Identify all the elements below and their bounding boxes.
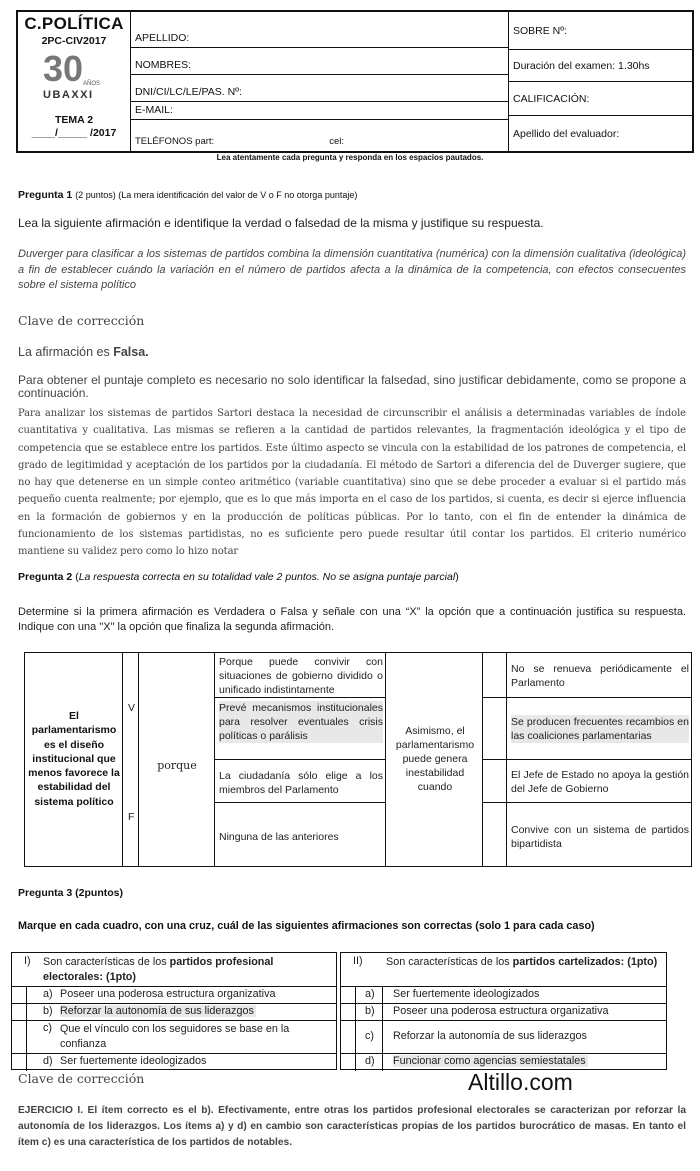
date-field[interactable]: ____/_____ /2017 bbox=[31, 127, 117, 139]
mark-box[interactable] bbox=[26, 987, 27, 1004]
q3-right-heading bbox=[386, 955, 664, 970]
ubaxxi-30-logo bbox=[39, 49, 109, 101]
q3-left-table bbox=[11, 952, 337, 1070]
q1-answer bbox=[18, 345, 149, 359]
item-text: Ser fuertemente ideologizados bbox=[393, 988, 540, 1000]
logo-name: UBAXXI bbox=[43, 89, 94, 101]
q3-right-head-pre: Son características de los bbox=[386, 956, 513, 968]
q3-left-head-pre: Son características de los bbox=[43, 956, 170, 968]
v-option[interactable]: V bbox=[128, 702, 136, 714]
item-text: Poseer una poderosa estructura organizativa bbox=[60, 988, 276, 1000]
duracion-label: Duración del examen: 1.30hs bbox=[509, 50, 692, 82]
header-logo-block bbox=[18, 12, 131, 151]
col-divider bbox=[123, 653, 139, 866]
course-title: C.POLÍTICA bbox=[24, 14, 124, 33]
right-option-4[interactable]: Convive con un sistema de partidos bipartidista bbox=[511, 824, 689, 850]
q3-title: Pregunta 3 (2puntos) bbox=[18, 887, 124, 899]
item-text: Poseer una poderosa estructura organizativa bbox=[393, 1005, 609, 1017]
left-option-3[interactable]: La ciudadanía sólo elige a los miembros del Parlamento bbox=[219, 770, 383, 796]
mark-box[interactable] bbox=[26, 1004, 27, 1021]
q2-title-line: Pregunta 2 (La respuesta correcta en su totalidad vale 2 puntos. No se asigna puntaje parcial) bbox=[18, 571, 459, 583]
left-option-1[interactable]: Porque puede convivir con situaciones de gobierno dividido o unificado indistintamente bbox=[219, 656, 383, 696]
q1-explain-body: Para analizar los sistemas de partidos Sartori destaca la necesidad de circunscribir el análisis a determinadas variables de índole cuantitativa y cualitativa. Las mismas se refieren a la cantidad de partidos relevantes, la fragmentación ideológica y el tipo de competencia que se establece entre los partidos. Este último aspecto se vincula con la estabilidad de los patrones de competencia, el grado de legitimidad y aceptación de los partidos por la ciudadanía. El método de Sartori a diferencia del de Duverger sugiere, que no hay que detenerse en un simple conteo aritmético (variable cuantitativa) sino que se debe proceder a evaluar si el partido más pequeño cuenta realmente; por ejemplo, que es lo que más importa en el caso de los partidos, si cuenta, es decir si ejerce influencia en la formación de gobiernos y en la producción de políticas públicas. Por lo tanto, con el fin de entender la dinámica de funcionamiento de los sistemas partidistas, no es suficiente pero puede resultar útil contar los partidos. El criterio numérico mantiene su validez pero como lo hizo notar bbox=[18, 408, 686, 558]
item-letter: c) bbox=[365, 1030, 374, 1042]
telefonos-field[interactable] bbox=[131, 120, 508, 150]
item-letter: a) bbox=[365, 988, 375, 1000]
tema-label: TEMA 2 bbox=[54, 114, 94, 126]
item-text: Ser fuertemente ideologizados bbox=[60, 1055, 207, 1067]
left-option-4[interactable]: Ninguna de las anteriores bbox=[219, 831, 339, 843]
q1-answer-value: Falsa. bbox=[113, 345, 149, 359]
telefonos-label: TELÉFONOS part: bbox=[135, 136, 215, 147]
calificacion-field[interactable]: CALIFICACIÓN: bbox=[509, 82, 692, 116]
q3-right-item-a[interactable] bbox=[341, 987, 666, 1004]
q3-right-item-c[interactable] bbox=[341, 1021, 666, 1054]
right-option-3[interactable]: El Jefe de Estado no apoya la gestión del Jefe de Gobierno bbox=[511, 769, 689, 795]
q2-table bbox=[24, 652, 692, 867]
q3-right-num: II) bbox=[353, 955, 363, 967]
q3-right-item-b[interactable] bbox=[341, 1004, 666, 1021]
watermark-text: Altillo.com bbox=[468, 1069, 573, 1095]
q3-left-item-a[interactable] bbox=[12, 987, 336, 1004]
sobre-field[interactable]: SOBRE Nº: bbox=[509, 12, 692, 50]
q3-clave-heading: Clave de corrección bbox=[18, 1071, 145, 1086]
q3-left-item-b[interactable] bbox=[12, 1004, 336, 1021]
q1-answer-prefix: La afirmación es bbox=[18, 345, 114, 359]
q3-instruction: Marque en cada cuadro, con una cruz, cuál de las siguientes afirmaciones son correctas (solo 1 para cada caso) bbox=[18, 920, 595, 932]
q3-ejercicio-explanation: EJERCICIO I. El ítem correcto es el b). Efectivamente, entre otras los partidos profesional electorales se caracterizan por reforzar la autonomía de los liderazgos. Los ítems a) y d) en cambio son características propias de los partidos burocrático de masas. En tanto el ítem c) es una característica de los partidos de notables. bbox=[18, 1105, 686, 1148]
item-letter: b) bbox=[43, 1005, 53, 1017]
q3-right-head-bold: partidos cartelizados bbox=[512, 956, 621, 968]
q2-middle-statement: Asimismo, el parlamentarismo puede genera inestabilidad cuando bbox=[395, 725, 475, 793]
right-option-2[interactable]: Se producen frecuentes recambios en las coaliciones parlamentarias bbox=[511, 716, 689, 742]
q3-right-head-post: : (1pto) bbox=[620, 956, 658, 968]
mark-box[interactable] bbox=[26, 1054, 27, 1071]
q3-left-item-c[interactable] bbox=[12, 1021, 336, 1054]
logo-number: 30 bbox=[43, 49, 84, 89]
item-text: Reforzar la autonomía de sus liderazgos bbox=[393, 1030, 587, 1042]
q3-left-header bbox=[12, 953, 336, 987]
q2-statement: El parlamentarismo es el diseño institucional que menos favorece la estabilidad del sistema político bbox=[28, 710, 120, 808]
logo-anios: AÑOS bbox=[83, 81, 101, 87]
dni-field[interactable]: DNI/CI/LC/LE/PAS. Nº: bbox=[131, 75, 508, 102]
item-letter: d) bbox=[365, 1055, 375, 1067]
left-option-2[interactable]: Prevé mecanismos institucionales para resolver eventuales crisis políticas o parálisis bbox=[219, 702, 383, 742]
right-option-1[interactable]: No se renueva periódicamente el Parlamento bbox=[511, 663, 689, 689]
q3-right-table bbox=[340, 952, 667, 1070]
q1-title-line bbox=[18, 189, 357, 201]
cel-label: cel: bbox=[329, 136, 344, 147]
evaluador-field[interactable]: Apellido del evaluador: bbox=[513, 127, 620, 140]
exam-info-fields bbox=[509, 12, 692, 151]
mark-box[interactable] bbox=[26, 1021, 27, 1054]
q3-left-head-bold: partidos profesional electorales bbox=[43, 956, 274, 983]
item-letter: b) bbox=[365, 1005, 375, 1017]
apellido-field[interactable]: APELLIDO: bbox=[131, 12, 508, 48]
q1-explain-intro: Para obtener el puntaje completo es necesario no solo identificar la falsedad, sino justificar debidamente, como se propone a continuación. bbox=[18, 373, 686, 400]
email-field[interactable]: E-MAIL: bbox=[131, 102, 508, 120]
nombres-field[interactable]: NOMBRES: bbox=[131, 48, 508, 75]
exam-code: 2PC-CIV2017 bbox=[41, 35, 107, 47]
q3-right-header bbox=[341, 953, 666, 987]
q3-left-head-post: : (1pto) bbox=[99, 971, 136, 983]
q1-title: Pregunta 1 bbox=[18, 189, 73, 201]
q3-left-num: I) bbox=[24, 955, 31, 967]
student-fields bbox=[131, 12, 509, 151]
item-letter: d) bbox=[43, 1055, 53, 1067]
q2-title: Pregunta 2 bbox=[18, 571, 73, 583]
instructions-notice: Lea atentamente cada pregunta y responda en los espacios pautados. bbox=[216, 153, 484, 162]
q1-statement: Duverger para clasificar a los sistemas de partidos combina la dimensión cuantitativa (numérica) con la dimensión cualitativa (ideológica) a fin de establecer cuándo la variación en el número de partidos afecta a la dinámica de la competencia, con efectos consecuentes sobre el sistema político bbox=[18, 248, 686, 291]
q1-clave-heading: Clave de corrección bbox=[18, 313, 145, 328]
item-text: Funcionar como agencias semiestatales bbox=[393, 1055, 586, 1067]
exam-header bbox=[16, 10, 694, 153]
q2-instruction: Determine si la primera afirmación es Verdadera o Falsa y señale con una “X” la opción que a continuación justifica su respuesta. Indique con una "X" la opción que finaliza la segunda afirmación. bbox=[18, 606, 686, 633]
item-text: Reforzar la autonomía de sus liderazgos bbox=[60, 1005, 254, 1017]
q1-instruction: Lea la siguiente afirmación e identifique la verdad o falsedad de la misma y justifique su respuesta. bbox=[18, 216, 544, 230]
q3-left-item-d[interactable] bbox=[12, 1054, 336, 1071]
q1-points: (2 puntos) (La mera identificación del valor de V o F no otorga puntaje) bbox=[75, 190, 358, 200]
porque-label: porque bbox=[157, 759, 197, 772]
f-option[interactable]: F bbox=[128, 811, 135, 823]
item-letter: a) bbox=[43, 988, 53, 1000]
q3-left-heading bbox=[43, 955, 333, 985]
item-text: Que el vínculo con los seguidores se base en la confianza bbox=[60, 1023, 290, 1050]
q2-note: La respuesta correcta en su totalidad vale 2 puntos. No se asigna puntaje parcial bbox=[78, 571, 456, 583]
item-letter: c) bbox=[43, 1022, 52, 1034]
